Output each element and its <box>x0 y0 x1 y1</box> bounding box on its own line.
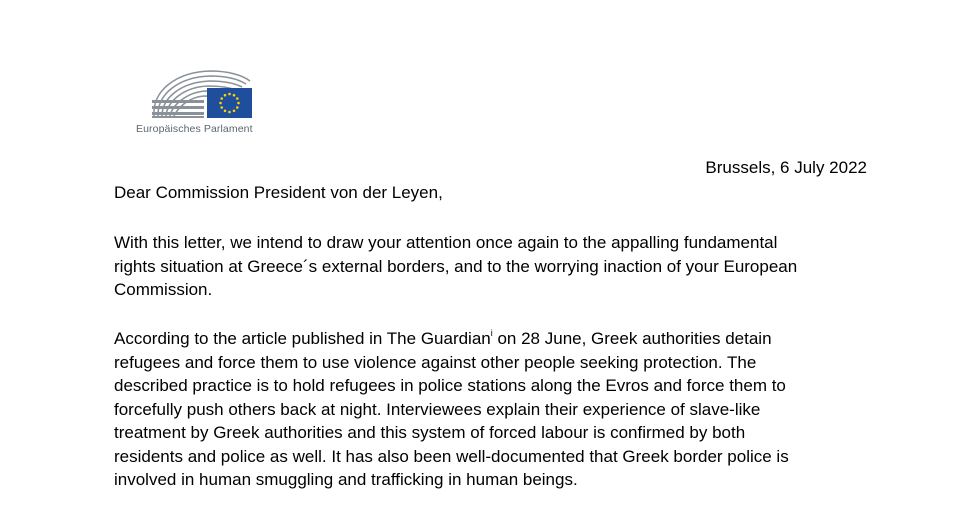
paragraph-2-line: described practice is to hold refugees in police stations along the Evros and force them to <box>114 376 786 395</box>
logo-caption: Europäisches Parlament <box>136 123 253 135</box>
letter-salutation: Dear Commission President von der Leyen, <box>114 183 443 202</box>
paragraph-1-line: Commission. <box>114 280 213 299</box>
eu-star-icon <box>233 109 236 112</box>
paragraph-2-text: According to the article published in The Guardian <box>114 329 491 348</box>
eu-star-icon <box>236 106 239 109</box>
eu-star-icon <box>220 97 223 100</box>
eu-star-icon <box>237 102 240 105</box>
eu-flag <box>207 88 252 118</box>
eu-star-icon <box>236 97 239 100</box>
footnote-marker[interactable]: i <box>490 328 493 338</box>
paragraph-2-first-line <box>114 327 789 351</box>
hemicycle-flag-emblem <box>132 62 257 122</box>
paragraph-2-text: on 28 June, Greek authorities detain <box>492 329 772 348</box>
eu-star-icon <box>224 94 227 97</box>
letter-date: Brussels, 6 July 2022 <box>705 158 867 177</box>
paragraph-1-line: rights situation at Greece´s external borders, and to the worrying inaction of your European <box>114 256 798 276</box>
paragraph-2-line: refugees and force them to use violence against other people seeking protection. The <box>114 352 757 372</box>
eu-star-icon <box>224 109 227 112</box>
paragraph-2-line: treatment by Greek authorities and this system of forced labour is confirmed by both <box>114 423 746 442</box>
paragraph-2-line: involved in human smuggling and trafficking in human beings. <box>114 470 578 489</box>
paragraph-2-line: forcefully push others back at night. Interviewees explain their experience of slave-like <box>114 399 761 419</box>
paragraph-2 <box>114 327 789 492</box>
eu-star-icon <box>228 93 231 96</box>
paragraph-1-line: With this letter, we intend to draw your attention once again to the appalling fundamental <box>114 233 778 252</box>
eu-star-icon <box>220 106 223 109</box>
paragraph-1 <box>114 231 797 302</box>
eu-star-icon <box>219 102 222 105</box>
eu-star-icon <box>228 111 231 114</box>
eu-star-icon <box>233 94 236 97</box>
paragraph-2-line: residents and police as well. It has also been well-documented that Greek border police is <box>114 446 789 466</box>
european-parliament-logo <box>132 62 257 142</box>
